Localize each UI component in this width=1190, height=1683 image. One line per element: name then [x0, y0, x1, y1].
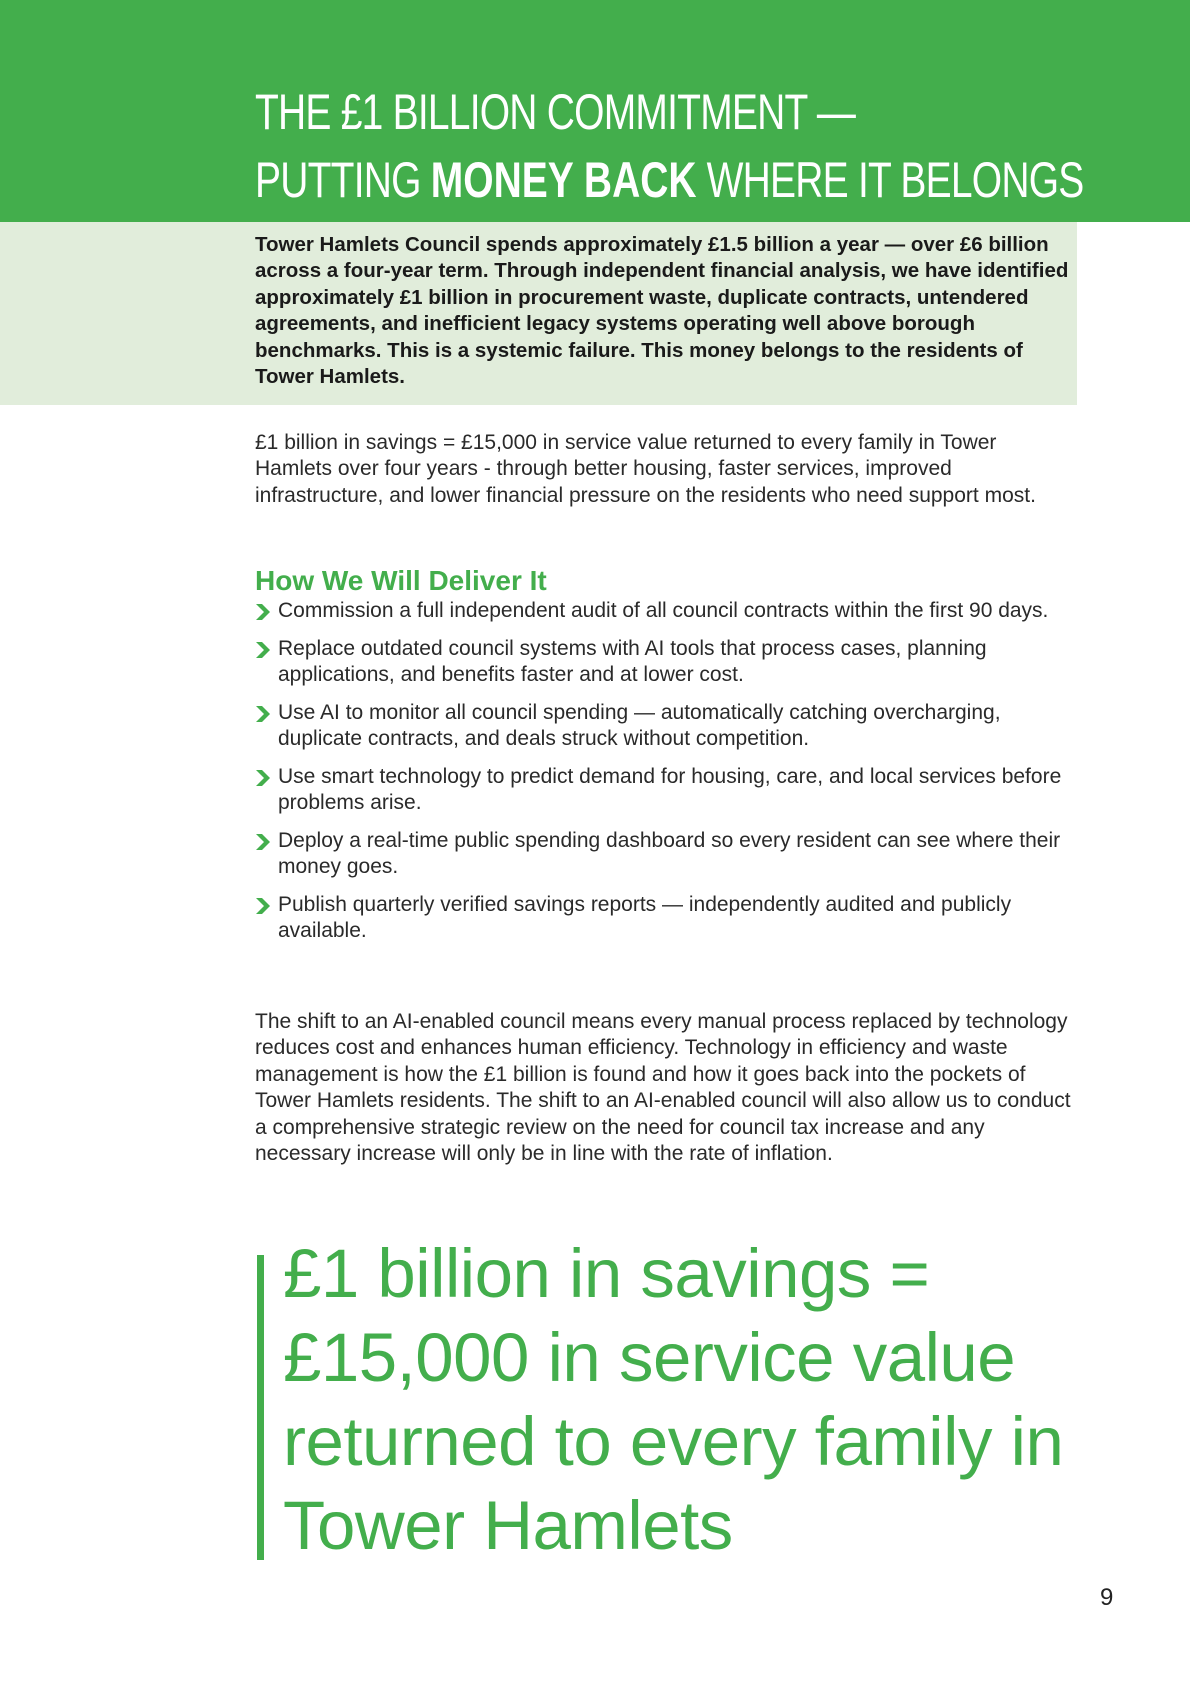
page-title: [255, 78, 1084, 214]
chevron-right-icon: [255, 642, 271, 658]
chevron-right-icon: [255, 706, 271, 722]
savings-paragraph: £1 billion in savings = £15,000 in service value returned to every family in Tower Hamlets over four years - through better housing, faster services, improved infrastructure, and lower financial pressure on the residents who need support most.: [255, 431, 1036, 507]
title-emphasis: MONEY BACK: [430, 152, 697, 208]
chevron-right-icon: [255, 770, 271, 786]
title-line-2-post: WHERE IT BELONGS: [696, 152, 1084, 208]
title-line-2: [255, 146, 1084, 214]
chevron-right-icon: [255, 834, 271, 850]
title-line-2-pre: PUTTING: [255, 152, 431, 208]
list-item-text: Commission a full independent audit of all council contracts within the first 90 days.: [278, 599, 1049, 622]
delivery-list: [255, 598, 1085, 956]
list-item-text: Use smart technology to predict demand for housing, care, and local services before problems arise.: [278, 764, 1062, 814]
chevron-right-icon: [255, 898, 271, 914]
ai-council-paragraph: The shift to an AI-enabled council means every manual process replaced by technology reduces cost and enhances human efficiency. Technology in efficiency and waste management is how the £1 billion is found and how it goes back into the pockets of Tower Hamlets residents. The shift to an AI-enabled council will also allow us to conduct a comprehensive strategic review on the need for council tax increase and any necessary increase will only be in line with the rate of inflation.: [255, 1010, 1071, 1166]
list-item: [255, 598, 1085, 625]
delivery-heading: How We Will Deliver It: [255, 565, 547, 596]
page-number: 9: [1100, 1584, 1114, 1611]
list-item: [255, 764, 1085, 817]
title-line-1: THE £1 BILLION COMMITMENT —: [255, 84, 856, 140]
list-item: [255, 700, 1085, 753]
intro-text: Tower Hamlets Council spends approximately £1.5 billion a year — over £6 billion across a four-year term. Through independent financial analysis, we have identified approximately £1 billion in procurement waste, duplicate contracts, untendered agreements, and inefficient legacy systems operating well above borough benchmarks. This is a systemic failure. This money belongs to the residents of Tower Hamlets.: [255, 233, 1069, 389]
list-item: [255, 892, 1085, 945]
list-item-text: Deploy a real-time public spending dashboard so every resident can see where their money goes.: [278, 828, 1061, 878]
chevron-right-icon: [255, 604, 271, 620]
pull-quote: £1 billion in savings = £15,000 in service value returned to every family in Tower Hamlets: [283, 1235, 1064, 1564]
list-item-text: Use AI to monitor all council spending — automatically catching overcharging, duplicate contracts, and deals struck without competition.: [278, 700, 1001, 750]
list-item-text: Publish quarterly verified savings reports — independently audited and publicly available.: [278, 892, 1012, 942]
list-item: [255, 636, 1085, 689]
pull-quote-bar: [257, 1255, 264, 1560]
list-item-text: Replace outdated council systems with AI tools that process cases, planning applications, and benefits faster and at lower cost.: [278, 636, 987, 686]
list-item: [255, 828, 1085, 881]
